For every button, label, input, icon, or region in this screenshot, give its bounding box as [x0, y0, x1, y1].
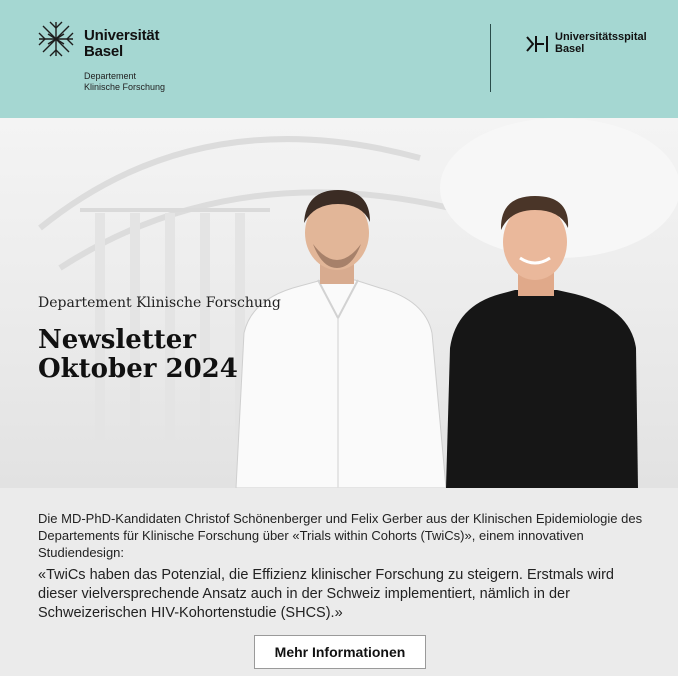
hospital-logo-icon — [525, 35, 551, 53]
university-name-line2: Basel — [84, 43, 124, 60]
university-basel-logo-icon — [37, 20, 75, 58]
person-left-illustration — [236, 190, 446, 488]
newsletter-title-line2: Oktober 2024 — [38, 354, 238, 384]
university-name — [84, 28, 159, 60]
department-line2: Klinische Forschung — [84, 82, 166, 92]
newsletter-header — [0, 0, 678, 118]
intro-paragraph: Die MD-PhD-Kandidaten Christof Schönenberger und Felix Gerber aus der Klinischen Epidemiologie des Departements für Klinische Forschung über «Trials within Cohorts (TwiCs)», einem innovativen Studiendesign: — [38, 511, 643, 560]
university-name-line1: Universität — [84, 27, 160, 44]
hospital-name — [555, 31, 647, 55]
department-subtitle — [84, 71, 165, 93]
hospital-name-line1: Universitätsspital — [555, 31, 647, 43]
quote-paragraph: «TwiCs haben das Potenzial, die Effizienz klinischer Forschung zu steigern. Erstmals wird dieser vielversprechende Ansatz auch in der Schweiz implementiert, nämlich in der Schweizerischen HIV-Kohortenstudie (SHCS).» — [38, 567, 614, 621]
department-line1: Departement — [84, 71, 137, 81]
more-info-button[interactable]: Mehr Informationen — [254, 635, 426, 669]
hero-department-label: Departement Klinische Forschung — [38, 295, 281, 311]
hospital-name-line2: Basel — [555, 43, 585, 55]
newsletter-title-line1: Newsletter — [38, 325, 197, 355]
hero-banner — [0, 118, 678, 488]
newsletter-title — [38, 326, 238, 384]
header-divider — [490, 24, 491, 92]
